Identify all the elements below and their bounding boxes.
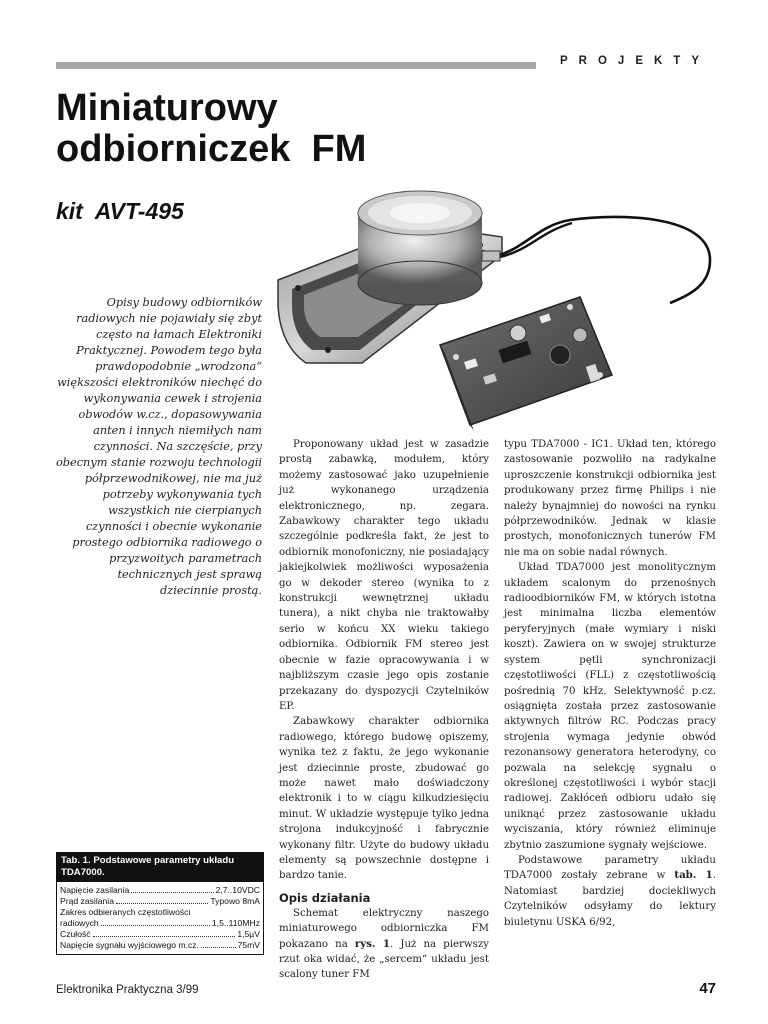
leader-dots — [93, 929, 236, 937]
parameter-value: 2,7..10VDC — [215, 885, 260, 895]
text-column-2 — [504, 437, 716, 930]
paragraph: Układ TDA7000 jest monolitycznym układem scalonym do przenośnych radioodbiorników FM, w których istotna jest minimalna liczba elementów peryferyjnych (małe wymiary i niski koszt). Zawiera on w swojej strukturze system pętli synchronizacji częstotliwości (FLL) z częstotliwością pośrednią 70 kHz. Selektywność p.cz. osiągnięta została przez zastosowanie aktywnych filtrów RC. Podczas pracy strojenia wymaga jedynie obwód rezonansowy generatora heterodyny, co pozwala na selekcję sygnału o określonej częstotliwości i wybór stacji radiowej. Zakłóceń odbioru udało się uniknąć przez zastosowanie układu wyciszania, który również eliminuje zbytnio zaszumione sygnały wejściowe. — [504, 562, 716, 851]
receiver-pcb — [440, 297, 612, 431]
text-column-1 — [279, 437, 489, 983]
table-title: Tab. 1. Podstawowe parametry układu TDA7000. — [57, 853, 263, 882]
parameter-name: radiowych — [60, 918, 99, 928]
parameter-value: 1,5..110MHz — [211, 918, 260, 928]
table-row — [60, 940, 260, 951]
product-photo — [270, 185, 720, 435]
speaker-cable — [500, 217, 710, 303]
journal-issue: Elektronika Praktyczna 3/99 — [56, 984, 199, 996]
parameter-value: 1,5µV — [237, 929, 260, 939]
parameter-value: Typowo 8mA — [210, 896, 260, 906]
leader-dots — [201, 940, 236, 948]
lead-paragraph: Opisy budowy odbiorników radiowych nie pojawiały się zbyt często na łamach Elektroniki Praktycznej. Powodem tego była prawdopodobnie „wrodzona“ większości elektroników niechęć do wykonywania cewek i strojenia obwodów w.cz., dopasowywania anten i innych niemiłych nam czynności. Na szczęście, przy obecnym stanie rozwoju technologii półprzewodnikowej, nie ma już potrzeby wykonywania tych wszystkich nie cierpianych czynności i obecnie wykonanie prostego odbiornika radiowego o przyzwoitych parametrach technicznych jest sprawą dziecinnie prostą. — [56, 296, 263, 597]
table-row — [60, 918, 260, 929]
parameter-name: Napięcie zasilania — [60, 885, 130, 895]
paragraph: Schemat elektryczny naszego miniaturowego odbiorniczka FM pokazano na rys. 1. Już na pierwszy rzut oka widać, że „sercem“ układu jest scalony tuner FM — [279, 907, 489, 981]
page-number: 47 — [699, 980, 716, 997]
table-row — [60, 885, 260, 896]
paragraph: Proponowany układ jest w zasadzie prostą zabawką, modułem, który możemy zastosować jako uzupełnienie już wykonanego urządzenia elektronicznego, np. zegara. Zabawkowy charakter tego układu szczególnie podkreśla fakt, że jest to odbiornik monofoniczny, nie posiadający jakiejkolwiek możliwości wyposażenia go w dekoder stereo (wynika to z konstrukcji wewnętrznej układu tunera), a nikt chyba nie traktowałby serio w końcu XX wieku takiego odbiornika. Odbiornik FM stereo jest obecnie w fazie opracowywania i w najbliższym czasie jego opis zostanie przekazany do dyspozycji Czytelników EP. — [279, 439, 489, 712]
table-reference: tab. 1 — [674, 869, 713, 882]
leader-dots — [131, 885, 213, 893]
parameter-name: Napięcie sygnału wyjściowego m.cz. — [60, 940, 199, 950]
header-rule — [56, 62, 536, 69]
leader-dots — [116, 896, 208, 904]
figure-reference: rys. 1 — [354, 937, 390, 950]
parameter-name: Prąd zasilania — [60, 896, 114, 906]
article-title — [56, 88, 496, 170]
paragraph: Zabawkowy charakter odbiornika radiowego, którego budowę opiszemy, wynika też z faktu, że jego wykonanie jest dziecinnie proste, zbudować go może nawet mało doświadczony elektronik i to w ciągu kilkudziesięciu minut. W układzie występuje tylko jedna strojona indukcyjność i fabrycznie wykonany filtr. Użyte do budowy układu elementy są powszechnie dostępne i bardzo tanie. — [279, 716, 489, 882]
parameter-name: Zakres odbieranych częstotliwości — [60, 907, 191, 917]
kit-subtitle: kit AVT-495 — [56, 198, 184, 224]
paragraph: Podstawowe parametry układu TDA7000 zostały zebrane w tab. 1. Natomiast bardziej dociekliwych Czytelników odsyłamy do lektury biuletynu USKA 6/92, — [504, 854, 716, 928]
title-line-1: Miniaturowy — [56, 87, 278, 129]
section-heading: Opis działania — [279, 890, 371, 905]
parameters-table — [56, 852, 264, 955]
section-label: PROJEKTY — [560, 55, 710, 67]
title-line-2: odbiorniczek FM — [56, 128, 367, 170]
leader-dots — [101, 918, 210, 926]
table-row — [60, 907, 260, 918]
table-row — [60, 929, 260, 940]
table-row — [60, 896, 260, 907]
parameter-name: Czułość — [60, 929, 91, 939]
table-body — [57, 882, 263, 954]
parameter-value: 75mV — [237, 940, 260, 950]
paragraph: typu TDA7000 - IC1. Układ ten, którego zastosowanie pozwoliło na radykalne uproszczenie konstrukcji odbiornika jest produkowany przez firmę Philips i nie należy bynajmniej do nowości na rynku półprzewodników. Jednak w klasie prostych, monofonicznych tunerów FM nie ma on sobie nadal równych. — [504, 439, 716, 558]
